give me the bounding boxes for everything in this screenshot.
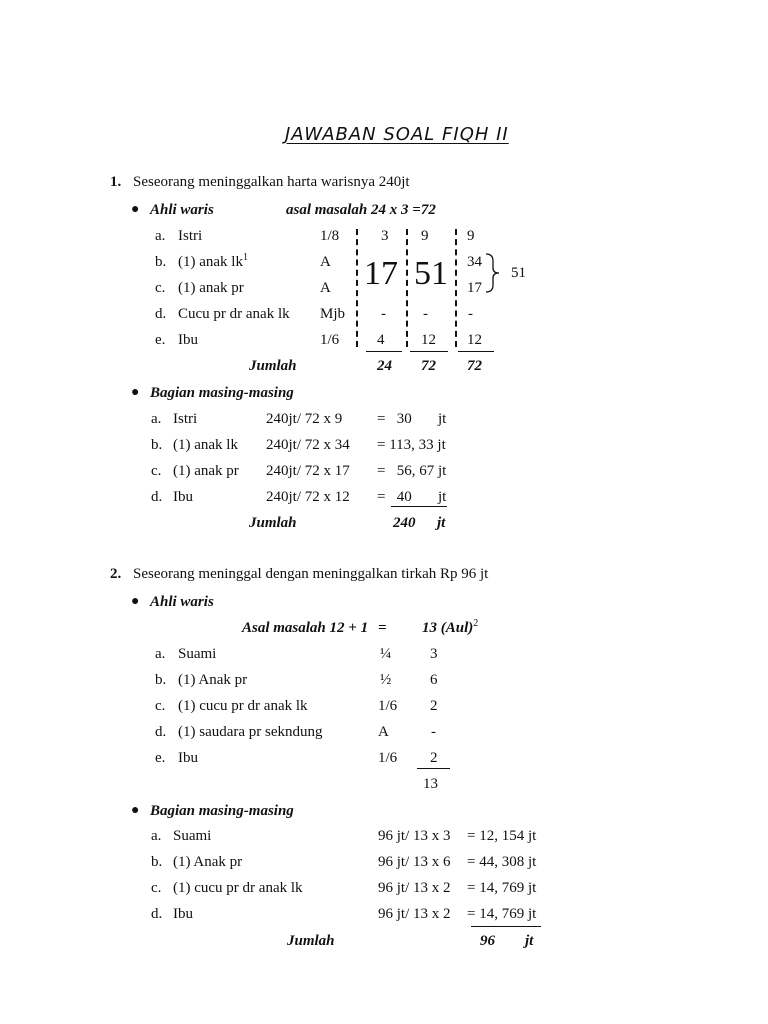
heir-share: Mjb: [320, 306, 346, 322]
combined-share-col1: 17: [364, 255, 398, 292]
portion-calc: 96 jt/ 13 x 2: [378, 880, 451, 896]
heir-col2: 9: [421, 228, 429, 244]
heir-name: Istri: [178, 228, 203, 244]
heir-share: A: [320, 254, 331, 270]
portion-result: = 44, 308 jt: [467, 854, 537, 870]
heir-value: 2: [430, 698, 438, 714]
jumlah-label: Jumlah: [249, 358, 297, 374]
portion-result: = 40 jt: [377, 489, 447, 505]
bullet-icon: ●: [131, 385, 140, 400]
total-label: Jumlah: [249, 515, 297, 531]
total-line: [471, 926, 541, 927]
heir-share: ¼: [380, 646, 392, 662]
heir-col3: 17: [467, 280, 482, 296]
column-divider: [356, 229, 358, 347]
portion-name: Ibu: [173, 906, 193, 922]
ahli-waris-heading: Ahli waris: [150, 594, 214, 610]
heir-col1: 4: [377, 332, 385, 348]
heir-share: 1/6: [320, 332, 340, 348]
portion-letter: b.: [151, 437, 163, 453]
portion-name: (1) anak lk: [173, 437, 238, 453]
portion-result: = 14, 769 jt: [467, 906, 537, 922]
portion-name: Suami: [173, 828, 212, 844]
jumlah-col3: 72: [467, 358, 482, 374]
portion-name: (1) cucu pr dr anak lk: [173, 880, 303, 896]
heir-letter: e.: [155, 332, 166, 348]
portion-name: (1) anak pr: [173, 463, 239, 479]
heir-name: Ibu: [178, 750, 198, 766]
portion-result: = 12, 154 jt: [467, 828, 537, 844]
heir-name: [178, 253, 248, 271]
heir-letter: e.: [155, 750, 166, 766]
combined-share-col2: 51: [414, 255, 448, 292]
asal-equals: =: [378, 620, 387, 636]
bagian-heading: Bagian masing-masing: [150, 803, 294, 819]
heir-name: Cucu pr dr anak lk: [178, 306, 290, 322]
bagian-heading: Bagian masing-masing: [150, 385, 294, 401]
heir-name: (1) cucu pr dr anak lk: [178, 698, 308, 714]
heir-col2: 12: [421, 332, 436, 348]
heir-letter: d.: [155, 306, 167, 322]
asal-value: [422, 619, 478, 637]
heir-name: (1) Anak pr: [178, 672, 248, 688]
jumlah-col2: 72: [421, 358, 436, 374]
sum-line: [366, 351, 402, 352]
asal-masalah-heading: asal masalah 24 x 3 =72: [286, 202, 436, 218]
heir-value: 6: [430, 672, 438, 688]
portion-name: (1) Anak pr: [173, 854, 243, 870]
portion-calc: 96 jt/ 13 x 6: [378, 854, 451, 870]
heir-share: ½: [380, 672, 392, 688]
heir-name-text: (1) anak lk: [178, 254, 243, 270]
heir-letter: a.: [155, 646, 166, 662]
portion-calc: 96 jt/ 13 x 2: [378, 906, 451, 922]
heir-col2: -: [423, 306, 428, 322]
heir-letter: c.: [155, 698, 166, 714]
brace-total: 51: [511, 265, 526, 281]
bullet-icon: ●: [131, 202, 140, 217]
bullet-icon: ●: [131, 803, 140, 818]
ahli-waris-heading: Ahli waris: [150, 202, 214, 218]
heir-letter: a.: [155, 228, 166, 244]
portion-letter: a.: [151, 411, 162, 427]
heir-col1: -: [381, 306, 386, 322]
heir-share: 1/6: [378, 750, 398, 766]
question-number-1: 1.: [110, 174, 122, 190]
sum-line: [410, 351, 448, 352]
portion-calc: 240jt/ 72 x 12: [266, 489, 350, 505]
total-value: 240: [393, 515, 416, 531]
question-number-2: 2.: [110, 566, 122, 582]
portion-name: Istri: [173, 411, 198, 427]
total-unit: jt: [437, 515, 446, 531]
heir-name: (1) saudara pr sekndung: [178, 724, 323, 740]
heir-value: 3: [430, 646, 438, 662]
portion-letter: a.: [151, 828, 162, 844]
question-2-text: Seseorang meninggal dengan meninggalkan tirkah Rp 96 jt: [133, 566, 489, 582]
heir-col3: 12: [467, 332, 482, 348]
sum-line: [458, 351, 494, 352]
question-1-text: Seseorang meninggalkan harta warisnya 240jt: [133, 174, 410, 190]
heir-col3: 34: [467, 254, 482, 270]
heir-col3: -: [468, 306, 473, 322]
portion-calc: 96 jt/ 13 x 3: [378, 828, 451, 844]
portion-result: = 30 jt: [377, 411, 447, 427]
portion-letter: d.: [151, 906, 163, 922]
heir-share: 1/8: [320, 228, 340, 244]
portion-name: Ibu: [173, 489, 193, 505]
total-label: Jumlah: [287, 933, 335, 949]
heir-share: A: [378, 724, 389, 740]
portion-calc: 240jt/ 72 x 17: [266, 463, 350, 479]
column-divider: [455, 229, 457, 347]
total-value: 96: [480, 933, 495, 949]
total-unit: jt: [525, 933, 534, 949]
brace-icon: [484, 252, 506, 294]
footnote-marker: 2: [473, 618, 479, 629]
asal-masalah-heading: Asal masalah 12 + 1: [242, 620, 369, 636]
portion-result: = 56, 67 jt: [377, 463, 447, 479]
portion-letter: b.: [151, 854, 163, 870]
heir-name: Suami: [178, 646, 217, 662]
heir-col3: 9: [467, 228, 475, 244]
footnote-marker: 1: [242, 252, 248, 263]
heir-col1: 3: [381, 228, 389, 244]
asal-value-text: 13 (Aul): [422, 620, 474, 636]
portion-letter: c.: [151, 463, 162, 479]
sum-value: 13: [423, 776, 438, 792]
sum-line: [417, 768, 450, 769]
heir-letter: d.: [155, 724, 167, 740]
page-title: JAWABAN SOAL FIQH II: [285, 124, 509, 145]
heir-value: 2: [430, 750, 438, 766]
portion-calc: 240jt/ 72 x 34: [266, 437, 350, 453]
heir-value: -: [431, 724, 436, 740]
portion-result: = 113, 33 jt: [377, 437, 446, 453]
heir-share: A: [320, 280, 331, 296]
portion-result: = 14, 769 jt: [467, 880, 537, 896]
heir-name: (1) anak pr: [178, 280, 244, 296]
bullet-icon: ●: [131, 594, 140, 609]
heir-letter: c.: [155, 280, 166, 296]
total-line: [391, 506, 447, 507]
heir-share: 1/6: [378, 698, 398, 714]
heir-letter: b.: [155, 672, 167, 688]
heir-letter: b.: [155, 254, 167, 270]
column-divider: [406, 229, 408, 347]
portion-letter: c.: [151, 880, 162, 896]
heir-name: Ibu: [178, 332, 198, 348]
jumlah-col1: 24: [377, 358, 392, 374]
portion-letter: d.: [151, 489, 163, 505]
portion-calc: 240jt/ 72 x 9: [266, 411, 343, 427]
